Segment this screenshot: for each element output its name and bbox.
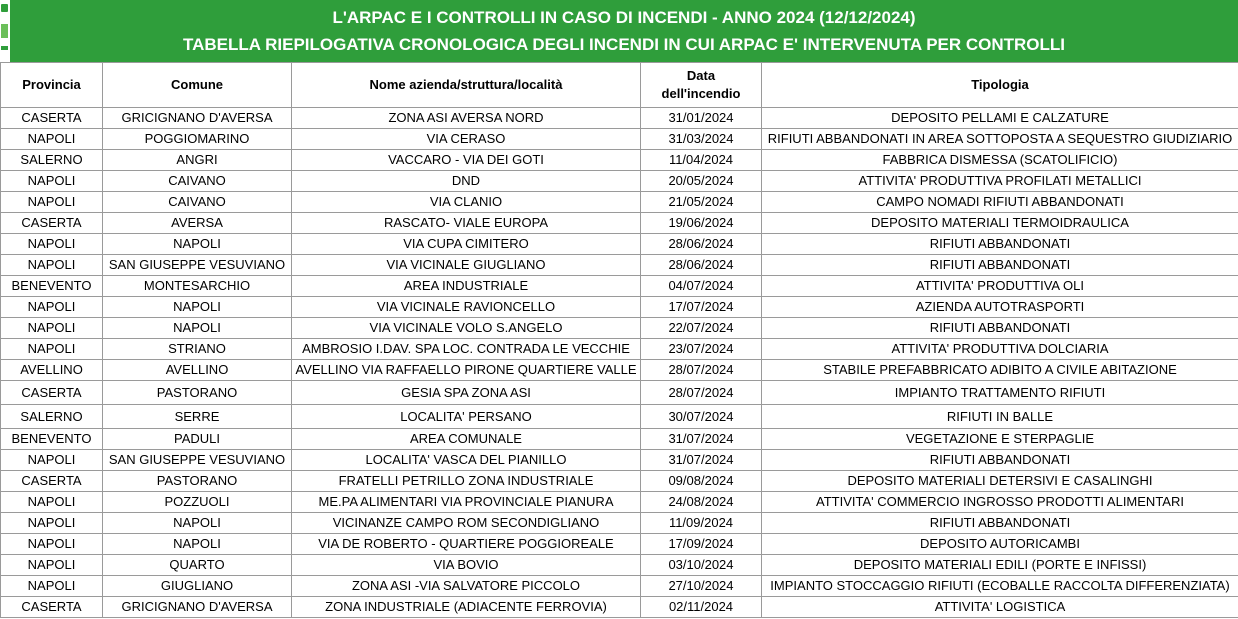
- table-row: [1, 534, 1238, 555]
- data-cell: 31/07/2024: [641, 450, 762, 471]
- column-header-provincia: Provincia: [1, 63, 103, 108]
- table-row: [1, 234, 1238, 255]
- nome-cell: DND: [292, 171, 641, 192]
- comune-cell: SAN GIUSEPPE VESUVIANO: [103, 450, 292, 471]
- provincia-cell: NAPOLI: [1, 129, 103, 150]
- provincia-cell: NAPOLI: [1, 555, 103, 576]
- tipologia-cell: VEGETAZIONE E STERPAGLIE: [762, 429, 1238, 450]
- comune-cell: PADULI: [103, 429, 292, 450]
- data-cell: 31/01/2024: [641, 108, 762, 129]
- comune-cell: STRIANO: [103, 339, 292, 360]
- tipologia-cell: IMPIANTO TRATTAMENTO RIFIUTI: [762, 381, 1238, 405]
- table-row: [1, 450, 1238, 471]
- arpac-logo: [0, 0, 10, 62]
- provincia-cell: NAPOLI: [1, 318, 103, 339]
- data-cell: 11/09/2024: [641, 513, 762, 534]
- nome-cell: AMBROSIO I.DAV. SPA LOC. CONTRADA LE VECCHIE: [292, 339, 641, 360]
- table-row: [1, 405, 1238, 429]
- comune-cell: POZZUOLI: [103, 492, 292, 513]
- data-cell: 20/05/2024: [641, 171, 762, 192]
- comune-cell: CAIVANO: [103, 171, 292, 192]
- table-row: [1, 492, 1238, 513]
- provincia-cell: NAPOLI: [1, 534, 103, 555]
- page-title: L'ARPAC E I CONTROLLI IN CASO DI INCENDI - ANNO 2024 (12/12/2024): [332, 8, 916, 27]
- data-cell: 30/07/2024: [641, 405, 762, 429]
- comune-cell: POGGIOMARINO: [103, 129, 292, 150]
- data-cell: 11/04/2024: [641, 150, 762, 171]
- tipologia-cell: RIFIUTI IN BALLE: [762, 405, 1238, 429]
- comune-cell: GRICIGNANO D'AVERSA: [103, 108, 292, 129]
- table-row: [1, 576, 1238, 597]
- table-row: [1, 381, 1238, 405]
- tipologia-cell: RIFIUTI ABBANDONATI: [762, 513, 1238, 534]
- data-cell: 19/06/2024: [641, 213, 762, 234]
- column-header-tipologia: Tipologia: [762, 63, 1238, 108]
- column-header-data-text: Data dell'incendio: [661, 68, 741, 101]
- provincia-cell: NAPOLI: [1, 234, 103, 255]
- comune-cell: AVERSA: [103, 213, 292, 234]
- tipologia-cell: DEPOSITO MATERIALI DETERSIVI E CASALINGHI: [762, 471, 1238, 492]
- nome-cell: FRATELLI PETRILLO ZONA INDUSTRIALE: [292, 471, 641, 492]
- table-row: [1, 297, 1238, 318]
- provincia-cell: NAPOLI: [1, 513, 103, 534]
- provincia-cell: NAPOLI: [1, 450, 103, 471]
- nome-cell: ZONA ASI -VIA SALVATORE PICCOLO: [292, 576, 641, 597]
- column-header-data: [641, 63, 762, 108]
- comune-cell: MONTESARCHIO: [103, 276, 292, 297]
- table-row: [1, 597, 1238, 618]
- data-cell: 04/07/2024: [641, 276, 762, 297]
- nome-cell: AREA INDUSTRIALE: [292, 276, 641, 297]
- table-row: [1, 360, 1238, 381]
- nome-cell: VIA CLANIO: [292, 192, 641, 213]
- data-cell: 09/08/2024: [641, 471, 762, 492]
- tipologia-cell: RIFIUTI ABBANDONATI IN AREA SOTTOPOSTA A SEQUESTRO GIUDIZIARIO: [762, 129, 1238, 150]
- tipologia-cell: ATTIVITA' PRODUTTIVA OLI: [762, 276, 1238, 297]
- title-banner: [0, 0, 1238, 62]
- data-cell: 28/06/2024: [641, 234, 762, 255]
- nome-cell: VIA CUPA CIMITERO: [292, 234, 641, 255]
- comune-cell: PASTORANO: [103, 471, 292, 492]
- tipologia-cell: IMPIANTO STOCCAGGIO RIFIUTI (ECOBALLE RACCOLTA DIFFERENZIATA): [762, 576, 1238, 597]
- comune-cell: AVELLINO: [103, 360, 292, 381]
- tipologia-cell: ATTIVITA' PRODUTTIVA DOLCIARIA: [762, 339, 1238, 360]
- table-row: [1, 471, 1238, 492]
- nome-cell: AVELLINO VIA RAFFAELLO PIRONE QUARTIERE VALLE: [292, 360, 641, 381]
- data-cell: 17/09/2024: [641, 534, 762, 555]
- data-cell: 03/10/2024: [641, 555, 762, 576]
- nome-cell: LOCALITA' VASCA DEL PIANILLO: [292, 450, 641, 471]
- table-row: [1, 318, 1238, 339]
- provincia-cell: AVELLINO: [1, 360, 103, 381]
- table-row: [1, 513, 1238, 534]
- comune-cell: ANGRI: [103, 150, 292, 171]
- tipologia-cell: DEPOSITO AUTORICAMBI: [762, 534, 1238, 555]
- provincia-cell: SALERNO: [1, 150, 103, 171]
- tipologia-cell: RIFIUTI ABBANDONATI: [762, 450, 1238, 471]
- table-header-row: [1, 63, 1238, 108]
- nome-cell: VIA VICINALE VOLO S.ANGELO: [292, 318, 641, 339]
- nome-cell: ME.PA ALIMENTARI VIA PROVINCIALE PIANURA: [292, 492, 641, 513]
- comune-cell: NAPOLI: [103, 534, 292, 555]
- data-cell: 22/07/2024: [641, 318, 762, 339]
- table-row: [1, 255, 1238, 276]
- column-header-nome: Nome azienda/struttura/località: [292, 63, 641, 108]
- nome-cell: VIA VICINALE GIUGLIANO: [292, 255, 641, 276]
- data-cell: 17/07/2024: [641, 297, 762, 318]
- provincia-cell: NAPOLI: [1, 192, 103, 213]
- provincia-cell: CASERTA: [1, 213, 103, 234]
- provincia-cell: CASERTA: [1, 108, 103, 129]
- tipologia-cell: STABILE PREFABBRICATO ADIBITO A CIVILE ABITAZIONE: [762, 360, 1238, 381]
- nome-cell: VIA DE ROBERTO - QUARTIERE POGGIOREALE: [292, 534, 641, 555]
- tipologia-cell: RIFIUTI ABBANDONATI: [762, 234, 1238, 255]
- provincia-cell: SALERNO: [1, 405, 103, 429]
- tipologia-cell: FABBRICA DISMESSA (SCATOLIFICIO): [762, 150, 1238, 171]
- tipologia-cell: DEPOSITO PELLAMI E CALZATURE: [762, 108, 1238, 129]
- data-cell: 24/08/2024: [641, 492, 762, 513]
- column-header-comune: Comune: [103, 63, 292, 108]
- tipologia-cell: AZIENDA AUTOTRASPORTI: [762, 297, 1238, 318]
- nome-cell: ZONA ASI AVERSA NORD: [292, 108, 641, 129]
- data-cell: 28/07/2024: [641, 360, 762, 381]
- provincia-cell: NAPOLI: [1, 255, 103, 276]
- tipologia-cell: ATTIVITA' LOGISTICA: [762, 597, 1238, 618]
- comune-cell: NAPOLI: [103, 234, 292, 255]
- provincia-cell: NAPOLI: [1, 339, 103, 360]
- tipologia-cell: RIFIUTI ABBANDONATI: [762, 255, 1238, 276]
- provincia-cell: CASERTA: [1, 381, 103, 405]
- table-row: [1, 213, 1238, 234]
- data-cell: 23/07/2024: [641, 339, 762, 360]
- provincia-cell: NAPOLI: [1, 297, 103, 318]
- provincia-cell: BENEVENTO: [1, 429, 103, 450]
- data-cell: 27/10/2024: [641, 576, 762, 597]
- table-body: [1, 108, 1238, 618]
- tipologia-cell: CAMPO NOMADI RIFIUTI ABBANDONATI: [762, 192, 1238, 213]
- data-cell: 31/07/2024: [641, 429, 762, 450]
- page-subtitle: TABELLA RIEPILOGATIVA CRONOLOGICA DEGLI INCENDI IN CUI ARPAC E' INTERVENUTA PER CONTROLLI: [182, 35, 1066, 54]
- data-cell: 28/07/2024: [641, 381, 762, 405]
- tipologia-cell: DEPOSITO MATERIALI EDILI (PORTE E INFISSI): [762, 555, 1238, 576]
- comune-cell: NAPOLI: [103, 513, 292, 534]
- nome-cell: VACCARO - VIA DEI GOTI: [292, 150, 641, 171]
- table-row: [1, 429, 1238, 450]
- table-row: [1, 339, 1238, 360]
- provincia-cell: BENEVENTO: [1, 276, 103, 297]
- provincia-cell: NAPOLI: [1, 576, 103, 597]
- table-row: [1, 108, 1238, 129]
- comune-cell: SAN GIUSEPPE VESUVIANO: [103, 255, 292, 276]
- comune-cell: NAPOLI: [103, 297, 292, 318]
- comune-cell: GRICIGNANO D'AVERSA: [103, 597, 292, 618]
- tipologia-cell: ATTIVITA' COMMERCIO INGROSSO PRODOTTI ALIMENTARI: [762, 492, 1238, 513]
- tipologia-cell: DEPOSITO MATERIALI TERMOIDRAULICA: [762, 213, 1238, 234]
- comune-cell: QUARTO: [103, 555, 292, 576]
- table-row: [1, 192, 1238, 213]
- nome-cell: VIA VICINALE RAVIONCELLO: [292, 297, 641, 318]
- provincia-cell: NAPOLI: [1, 171, 103, 192]
- tipologia-cell: RIFIUTI ABBANDONATI: [762, 318, 1238, 339]
- data-cell: 21/05/2024: [641, 192, 762, 213]
- provincia-cell: NAPOLI: [1, 492, 103, 513]
- table-row: [1, 171, 1238, 192]
- fires-table: [0, 62, 1238, 618]
- nome-cell: VICINANZE CAMPO ROM SECONDIGLIANO: [292, 513, 641, 534]
- comune-cell: CAIVANO: [103, 192, 292, 213]
- nome-cell: ZONA INDUSTRIALE (ADIACENTE FERROVIA): [292, 597, 641, 618]
- comune-cell: PASTORANO: [103, 381, 292, 405]
- comune-cell: NAPOLI: [103, 318, 292, 339]
- provincia-cell: CASERTA: [1, 471, 103, 492]
- nome-cell: GESIA SPA ZONA ASI: [292, 381, 641, 405]
- table-row: [1, 150, 1238, 171]
- comune-cell: GIUGLIANO: [103, 576, 292, 597]
- tipologia-cell: ATTIVITA' PRODUTTIVA PROFILATI METALLICI: [762, 171, 1238, 192]
- provincia-cell: CASERTA: [1, 597, 103, 618]
- nome-cell: LOCALITA' PERSANO: [292, 405, 641, 429]
- data-cell: 28/06/2024: [641, 255, 762, 276]
- data-cell: 31/03/2024: [641, 129, 762, 150]
- nome-cell: RASCATO- VIALE EUROPA: [292, 213, 641, 234]
- table-row: [1, 276, 1238, 297]
- nome-cell: VIA BOVIO: [292, 555, 641, 576]
- comune-cell: SERRE: [103, 405, 292, 429]
- table-row: [1, 555, 1238, 576]
- nome-cell: AREA COMUNALE: [292, 429, 641, 450]
- nome-cell: VIA CERASO: [292, 129, 641, 150]
- data-cell: 02/11/2024: [641, 597, 762, 618]
- table-row: [1, 129, 1238, 150]
